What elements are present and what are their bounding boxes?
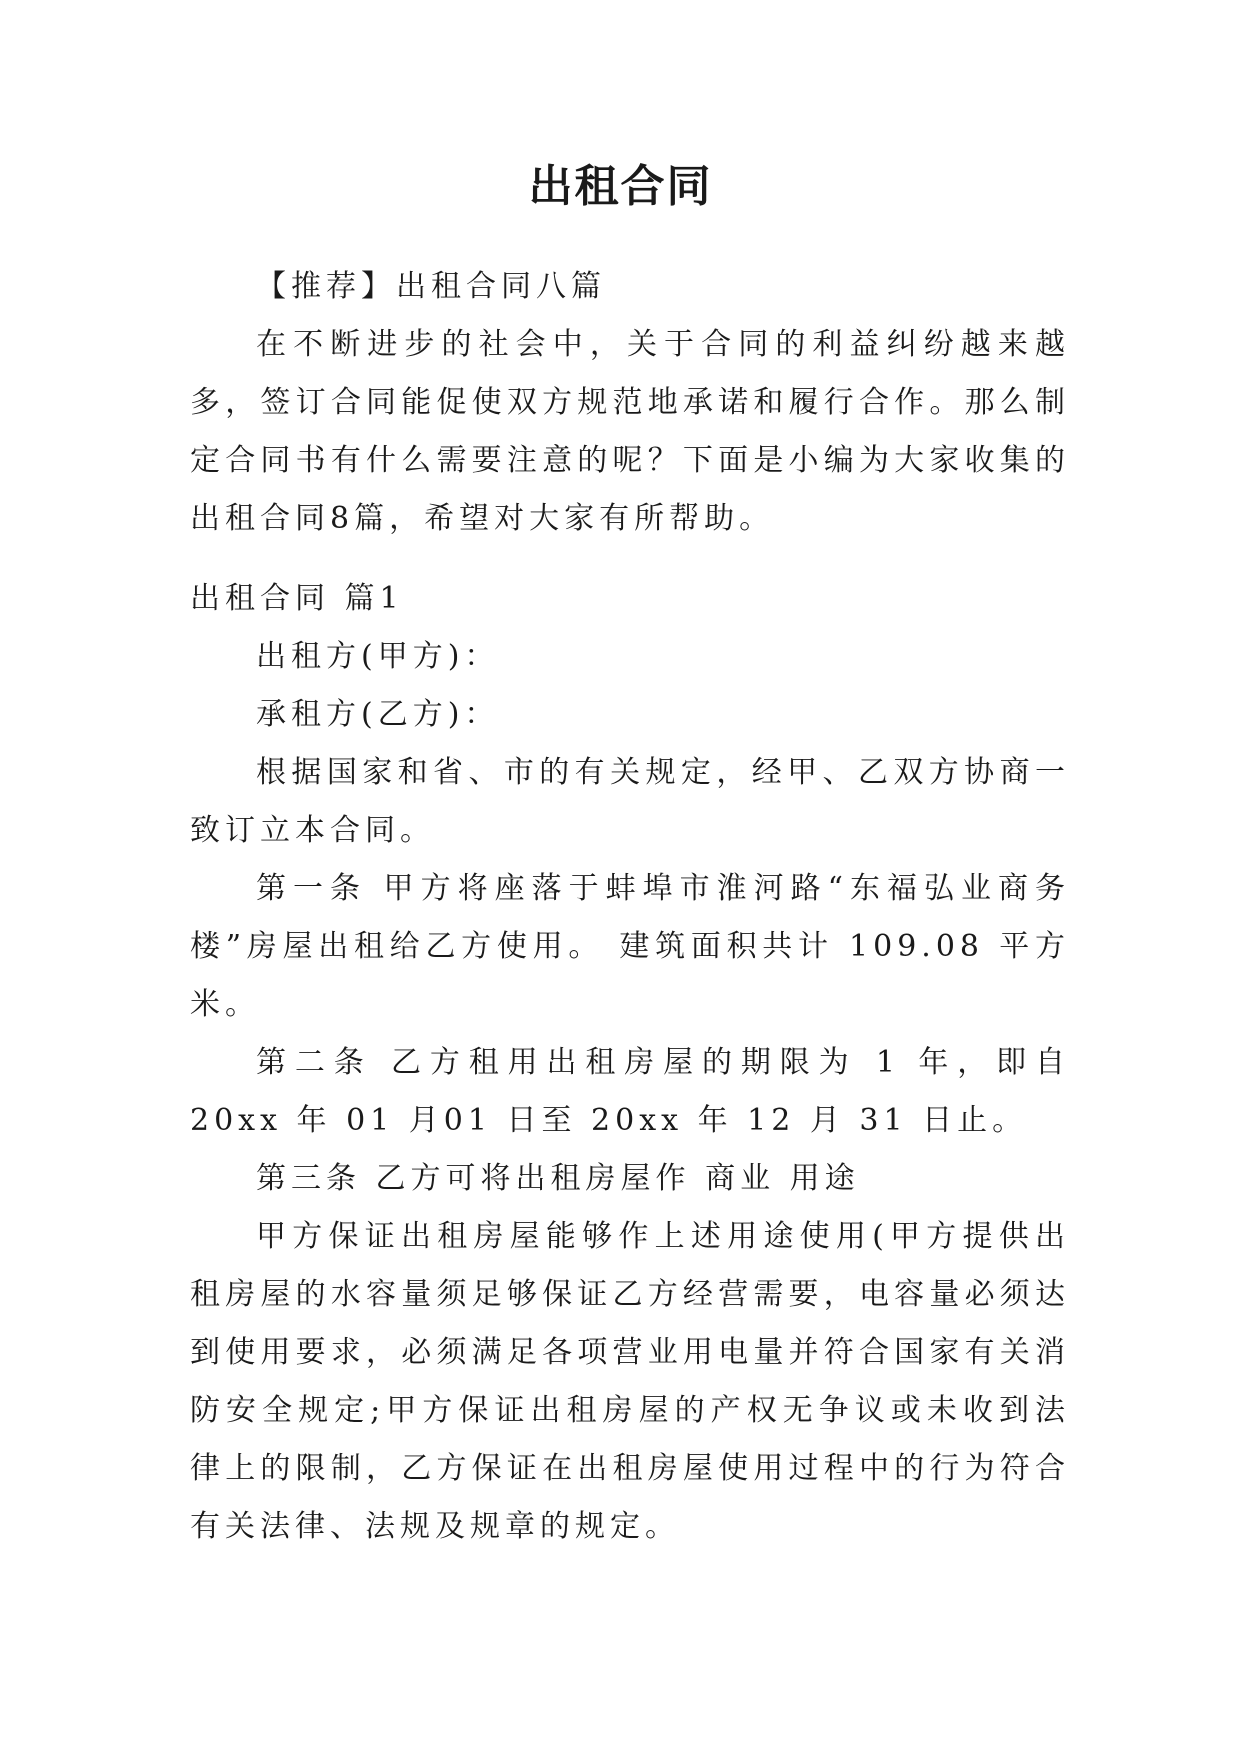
article-2: 第二条 乙方租用出租房屋的期限为 1 年，即自 20xx 年 01 月01 日至 20xx 年 12 月 31 日止。 [190,1045,1070,1138]
article-3-detail: 甲方保证出租房屋能够作上述用途使用(甲方提供出租房屋的水容量须足够保证乙方经营需要，电容量必须达到使用要求，必须满足各项营业用电量并符合国家有关消防安全规定;甲方保证出租房屋的产权无争议或未收到法律上的限制，乙方保证在出租房屋使用过程中的行为符合有关法律、法规及规章的规定。 [190,1219,1070,1544]
section-heading: 出租合同 篇1 [190,581,404,616]
paragraph-basis: 根据国家和省、市的有关规定，经甲、乙双方协商一致订立本合同。 [190,755,1070,848]
intro-paragraph: 在不断进步的社会中，关于合同的利益纠纷越来越多，签订合同能促使双方规范地承诺和履行合作。那么制定合同书有什么需要注意的呢？下面是小编为大家收集的出租合同8篇，希望对大家有所帮助。 [190,327,1070,536]
page-title: 出租合同 [528,161,713,212]
article-1: 第一条 甲方将座落于蚌埠市淮河路“东福弘业商务楼”房屋出租给乙方使用。 建筑面积共计 109.08 平方米。 [190,871,1070,1022]
recommend-line: 【推荐】出租合同八篇 [256,269,606,304]
article-3: 第三条 乙方可将出租房屋作 商业 用途 [256,1161,860,1196]
paragraph-lessee: 承租方(乙方)： [256,697,500,732]
intro-block [190,258,1070,548]
paragraph-lessor: 出租方(甲方)： [256,639,500,674]
section-1 [190,570,1070,1556]
